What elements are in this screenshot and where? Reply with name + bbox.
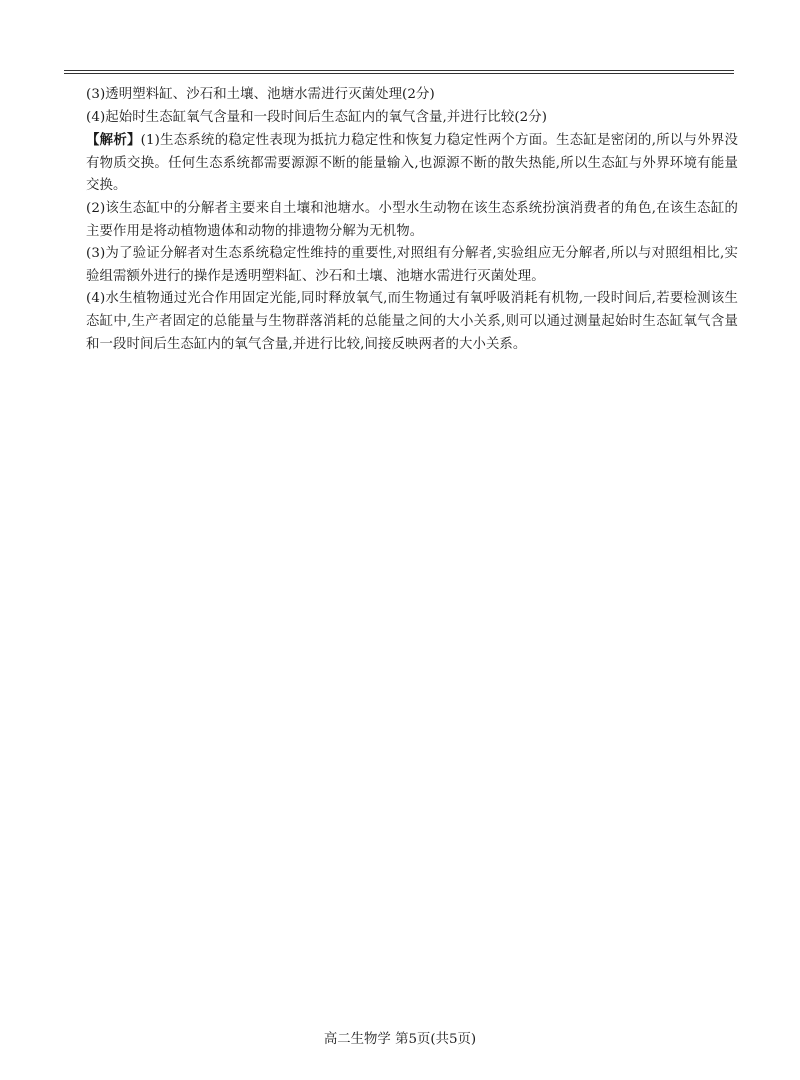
analysis-text-1: (1)生态系统的稳定性表现为抵抗力稳定性和恢复力稳定性两个方面。生态缸是密闭的,所以与外界没有物质交换。任何生态系统都需要源源不断的能量输入,也源源不断的散失热能,所以生态缸与外界环境有能量交换。 xyxy=(86,133,739,194)
analysis-paragraph-1 xyxy=(86,129,738,198)
analysis-paragraph-4: (4)水生植物通过光合作用固定光能,同时释放氧气,而生物通过有氧呼吸消耗有机物,一段时间后,若要检测该生态缸中,生产者固定的总能量与生物群落消耗的总能量之间的大小关系,则可以通过测量起始时生态缸氧气含量和一段时间后生态缸内的氧气含量,并进行比较,间接反映两者的大小关系。 xyxy=(86,291,738,352)
analysis-paragraph-3: (3)为了验证分解者对生态系统稳定性维持的重要性,对照组有分解者,实验组应无分解者,所以与对照组相比,实验组需额外进行的操作是透明塑料缸、沙石和土壤、池塘水需进行灭菌处理。 xyxy=(86,246,738,284)
header-rule-thick xyxy=(64,73,734,74)
answer-item-4: (4)起始时生态缸氧气含量和一段时间后生态缸内的氧气含量,并进行比较(2分) xyxy=(86,109,548,125)
analysis-paragraph-2: (2)该生态缸中的分解者主要来自土壤和池塘水。小型水生动物在该生态系统扮演消费者的角色,在该生态缸的主要作用是将动植物遗体和动物的排遗物分解为无机物。 xyxy=(86,200,738,239)
answer-item-3: (3)透明塑料缸、沙石和土壤、池塘水需进行灭菌处理(2分) xyxy=(86,87,435,102)
page-footer: 高二生物学 第5页(共5页) xyxy=(323,1032,477,1047)
header-rule-thin xyxy=(64,70,734,71)
answer-content xyxy=(86,84,738,356)
analysis-tag: 【解析】 xyxy=(86,132,141,149)
